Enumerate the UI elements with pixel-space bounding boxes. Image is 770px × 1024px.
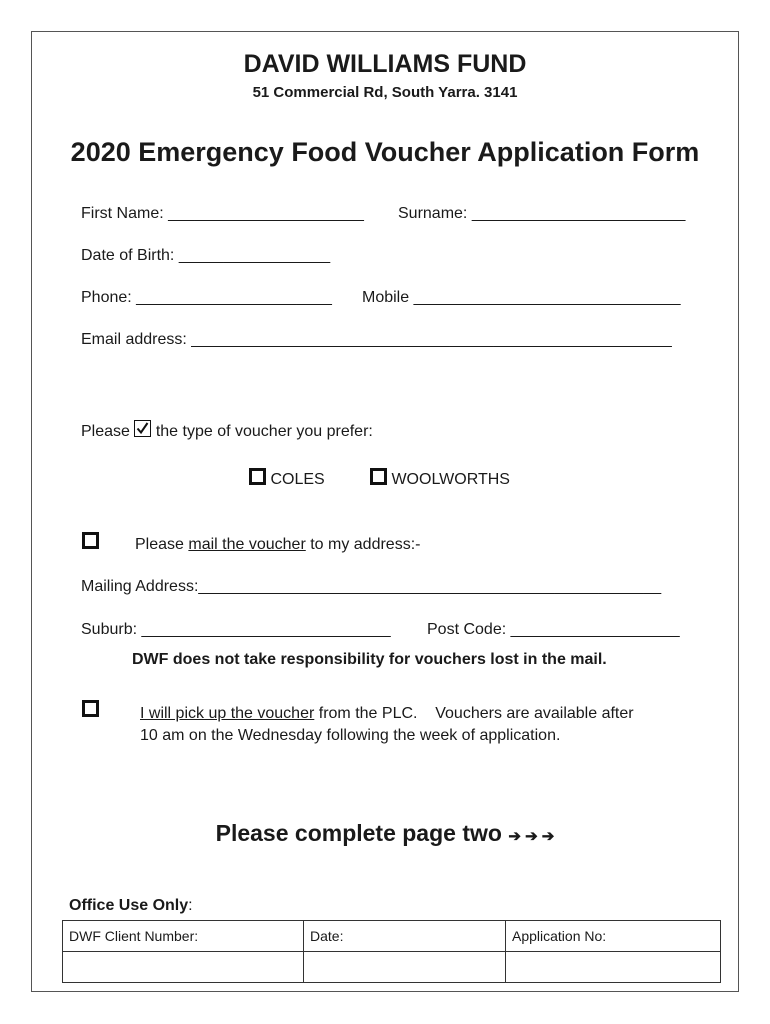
pickup-line-2: 10 am on the Wednesday following the week of application. [140, 727, 561, 744]
application-no-header: Application No: [506, 921, 721, 952]
application-no-cell[interactable] [506, 952, 721, 983]
form-title: 2020 Emergency Food Voucher Application Form [70, 137, 700, 167]
voucher-prompt-after: the type of voucher you prefer: [155, 423, 373, 440]
pickup-rest: from the PLC. Vouchers are available after [314, 705, 634, 722]
table-row [63, 952, 721, 983]
page-two-text: Please complete page two [215, 820, 502, 846]
org-address: 51 Commercial Rd, South Yarra. 3141 [252, 84, 518, 101]
pickup-checkbox-icon[interactable] [82, 700, 99, 717]
woolworths-checkbox-icon[interactable] [370, 468, 387, 485]
coles-checkbox-icon[interactable] [249, 468, 266, 485]
mail-rest: to my address:- [305, 536, 421, 553]
phone-field[interactable]: Phone: ______________________ [81, 289, 332, 306]
dob-field[interactable]: Date of Birth: _________________ [81, 247, 331, 264]
woolworths-option[interactable] [370, 468, 510, 489]
coles-option[interactable] [249, 468, 325, 489]
mail-checkbox[interactable] [82, 532, 99, 553]
post-code-field[interactable]: Post Code: ___________________ [427, 621, 680, 638]
form-border [31, 31, 739, 992]
client-number-cell[interactable] [63, 952, 304, 983]
pickup-link: I will pick up the voucher [140, 705, 315, 722]
mobile-field[interactable]: Mobile ______________________________ [362, 289, 681, 306]
office-use-label [69, 897, 193, 915]
office-use-text: Office Use Only [69, 897, 189, 914]
org-name: DAVID WILLIAMS FUND [243, 50, 527, 78]
mail-disclaimer: DWF does not take responsibility for vouchers lost in the mail. [132, 651, 607, 668]
mail-option-text [135, 536, 420, 554]
checked-box-icon [134, 420, 151, 437]
office-use-colon: : [188, 897, 193, 914]
mail-please: Please [135, 536, 184, 553]
voucher-prompt-before: Please [81, 423, 130, 440]
email-field[interactable]: Email address: ______________________________________________________ [81, 331, 672, 348]
coles-label: COLES [270, 471, 325, 488]
suburb-field[interactable]: Suburb: ____________________________ [81, 621, 391, 638]
first-name-field[interactable]: First Name: ______________________ [81, 205, 364, 222]
woolworths-label: WOOLWORTHS [391, 471, 510, 488]
voucher-prompt [81, 420, 373, 441]
date-header: Date: [304, 921, 506, 952]
page-two-notice [0, 820, 770, 847]
table-row [63, 921, 721, 952]
pickup-line-1 [140, 705, 634, 723]
client-number-header: DWF Client Number: [63, 921, 304, 952]
mailing-address-field[interactable]: Mailing Address:____________________________________________________ [81, 578, 662, 595]
arrow-right-icon: ➔ ➔ ➔ [508, 828, 555, 845]
mail-checkbox-icon[interactable] [82, 532, 99, 549]
surname-field[interactable]: Surname: ________________________ [398, 205, 686, 222]
office-use-table [62, 920, 721, 983]
pickup-checkbox[interactable] [82, 700, 99, 721]
date-cell[interactable] [304, 952, 506, 983]
mail-voucher-link: mail the voucher [188, 536, 306, 553]
